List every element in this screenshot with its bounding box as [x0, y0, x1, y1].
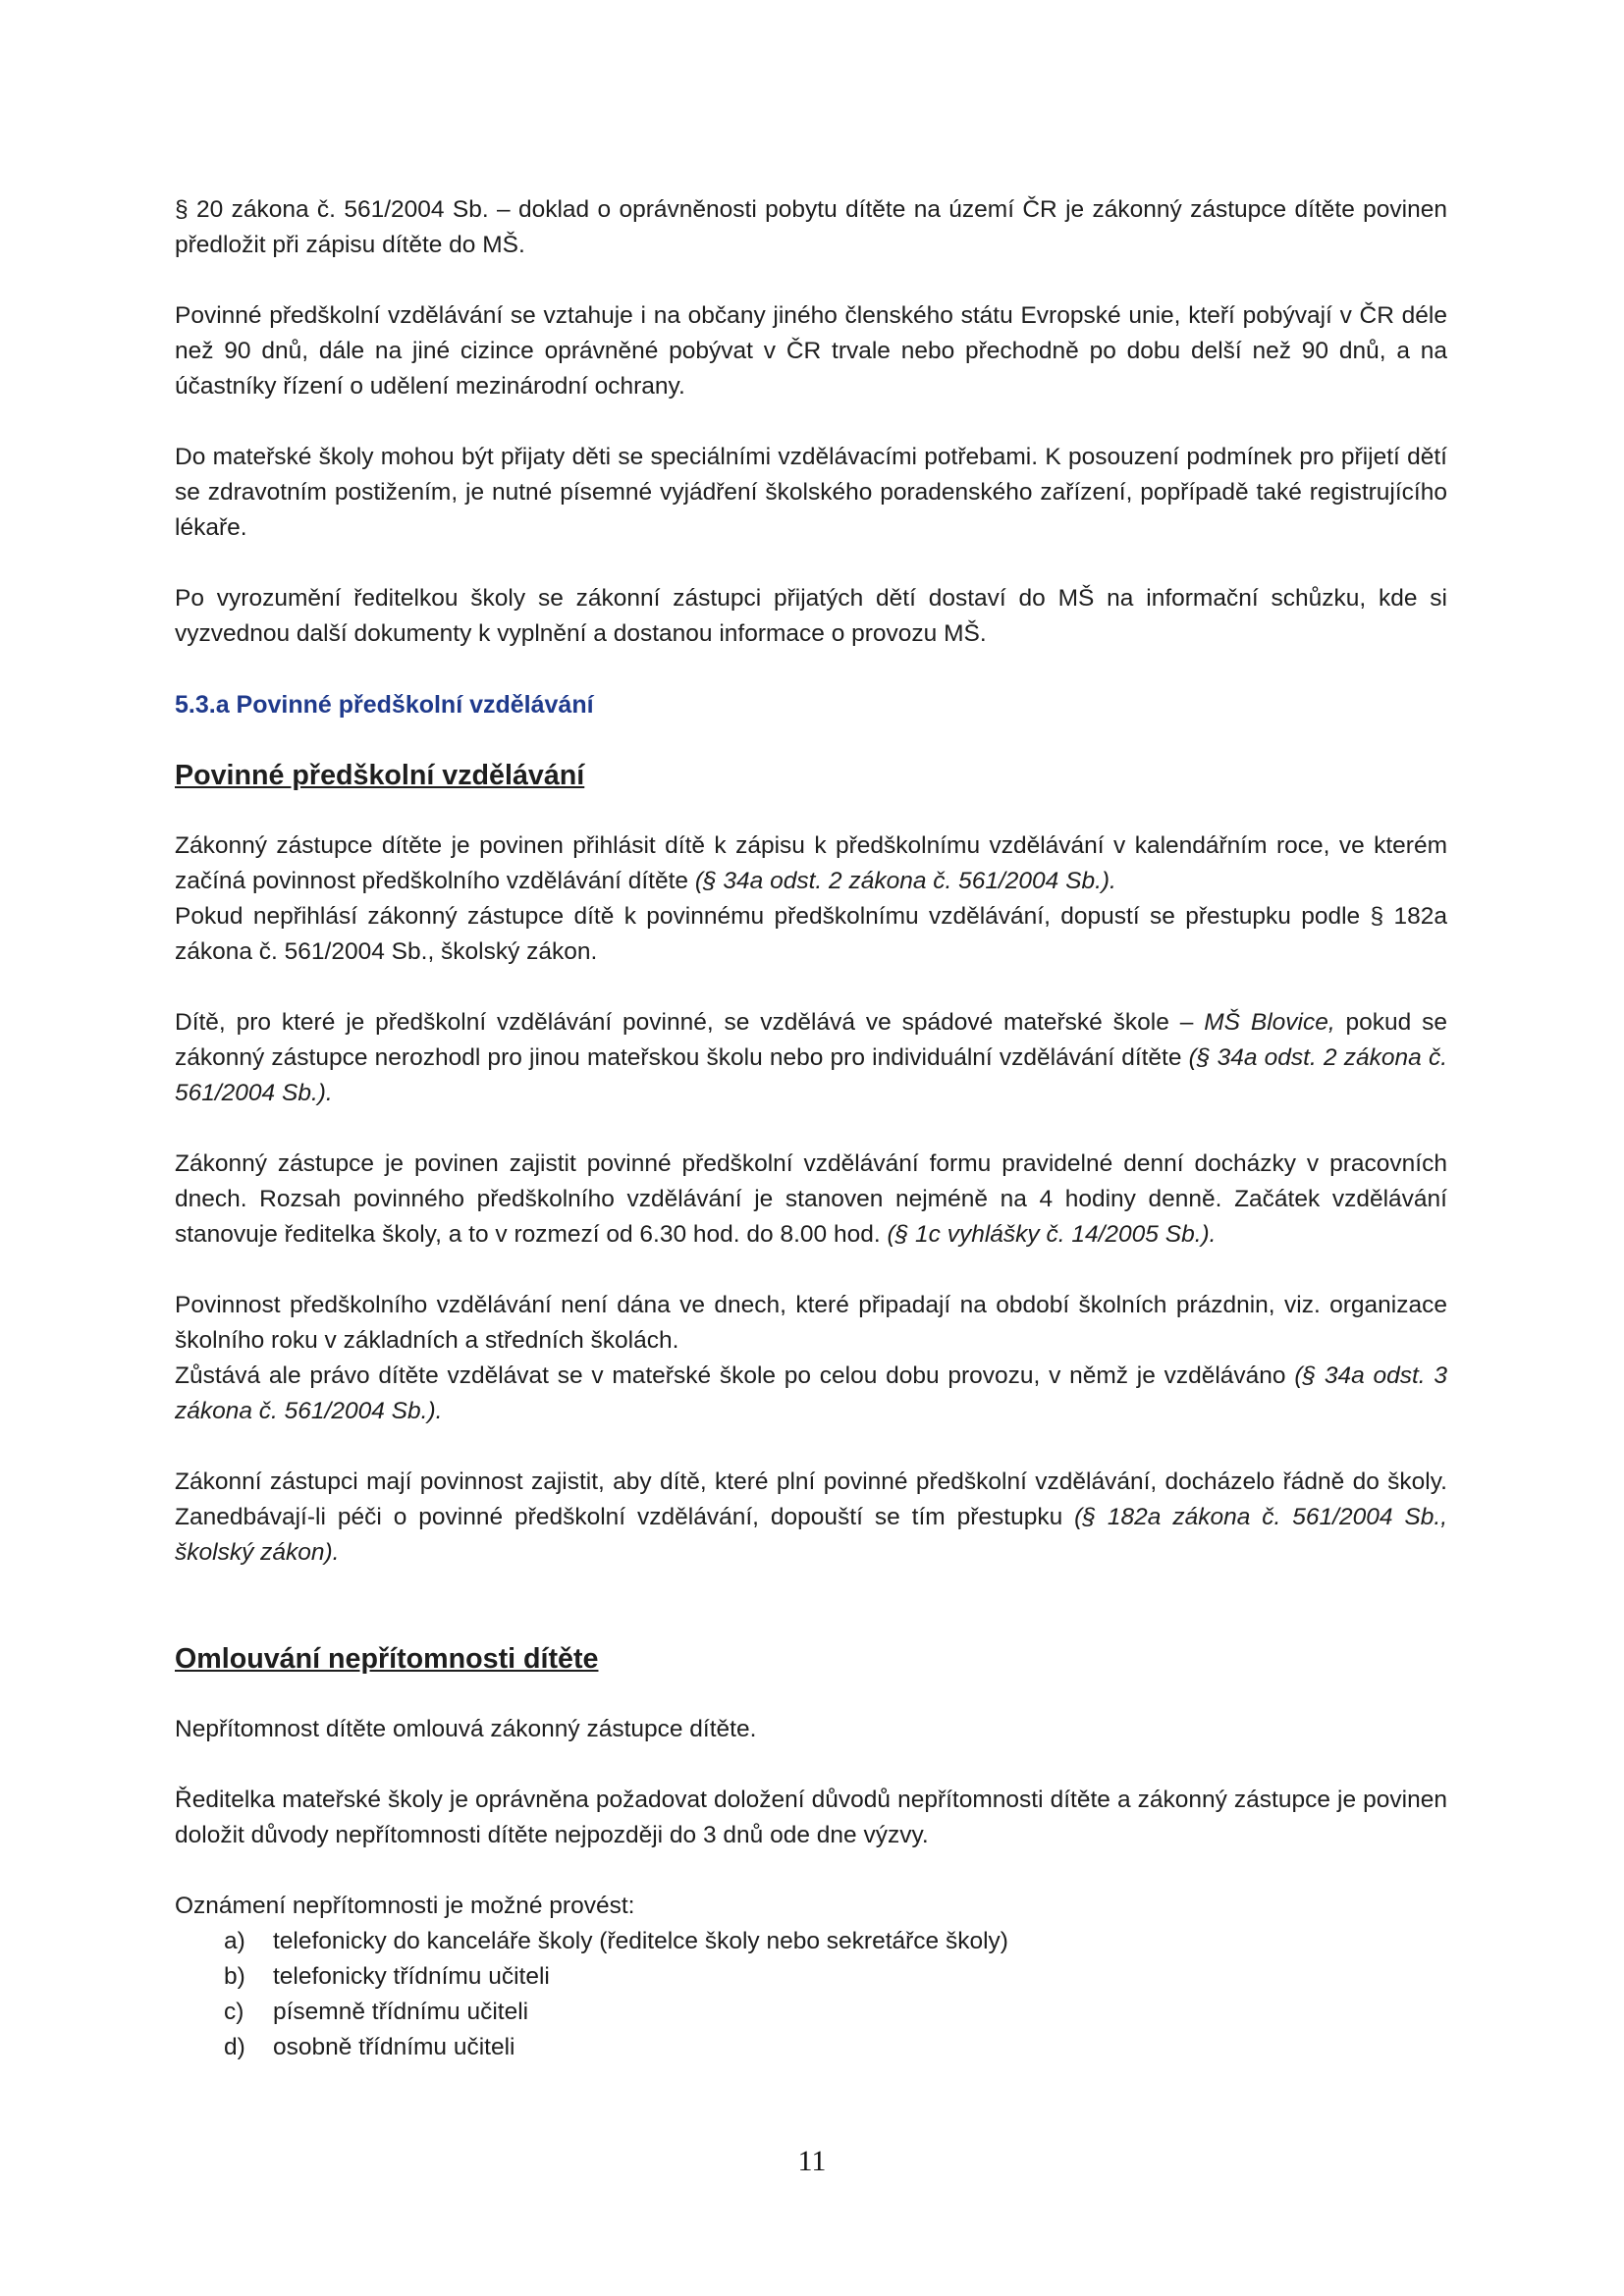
- list-marker: d): [224, 2034, 245, 2060]
- list-item: [175, 1924, 1447, 1959]
- legal-citation: (§ 1c vyhlášky č. 14/2005 Sb.).: [887, 1221, 1217, 1248]
- paragraph-right-to-attend: [175, 1359, 1447, 1429]
- paragraph-absence-notification: Oznámení nepřítomnosti je možné provést:: [175, 1893, 635, 1919]
- paragraph-text: Zákonný zástupce je povinen zajistit povinné předškolní vzdělávání formu pravidelné denní docházky v pracovních dnech. Rozsah povinného předškolního vzdělávání je stanoven nejméně na 4 hodiny denně. Začátek vzdělávání stanovuje ředitelka školy, a to v rozmezí od 6.30 hod. do 8.00 hod.: [175, 1150, 1447, 1248]
- paragraph-enrollment-duty: [175, 828, 1447, 899]
- list-item: [175, 1959, 1447, 1995]
- paragraph-holidays: Povinnost předškolního vzdělávání není dána ve dnech, které připadají na období školních prázdnin, viz. organizace školního roku v základních a středních školách.: [175, 1292, 1447, 1354]
- absence-options-list: [175, 1924, 1447, 2065]
- paragraph-parent-duty: [175, 1465, 1447, 1571]
- school-name: MŠ Blovice,: [1204, 1009, 1335, 1036]
- paragraph-absence-proof: Ředitelka mateřské školy je oprávněna požadovat doložení důvodů nepřítomnosti dítěte a zákonný zástupce je povinen doložit důvody nepřítomnosti dítěte nejpozději do 3 dnů ode dne výzvy.: [175, 1787, 1447, 1848]
- legal-citation: (§ 34a odst. 2 zákona č. 561/2004 Sb.).: [694, 868, 1116, 894]
- list-item-text: písemně třídnímu učiteli: [273, 1999, 529, 2025]
- paragraph-offence: Pokud nepřihlásí zákonný zástupce dítě k povinnému předškolnímu vzdělávání, dopustí se přestupku podle § 182a zákona č. 561/2004 Sb., školský zákon.: [175, 903, 1447, 965]
- section-heading: 5.3.a Povinné předškolní vzdělávání: [175, 691, 594, 719]
- paragraph-eu-citizens: Povinné předškolní vzdělávání se vztahuje i na občany jiného členského státu Evropské unie, kteří pobývají v ČR déle než 90 dnů, dále na jiné cizince oprávněné pobývat v ČR trvale nebo přechodně po dobu delší než 90 dnů, a na účastníky řízení o udělení mezinárodní ochrany.: [175, 302, 1447, 400]
- list-marker: a): [224, 1928, 245, 1954]
- paragraph-catchment-school: [175, 1005, 1447, 1111]
- paragraph-info-meeting: Po vyrozumění ředitelkou školy se zákonní zástupci přijatých dětí dostaví do MŠ na informační schůzku, kde si vyzvednou další dokumenty k vyplnění a dostanou informace o provozu MŠ.: [175, 585, 1447, 647]
- list-marker: c): [224, 1999, 244, 2025]
- list-item-text: osobně třídnímu učiteli: [273, 2034, 515, 2060]
- paragraph-residence-proof: § 20 zákona č. 561/2004 Sb. – doklad o oprávněnosti pobytu dítěte na území ČR je zákonný zástupce dítěte povinen předložit při zápisu dítěte do MŠ.: [175, 196, 1447, 258]
- list-item: [175, 1995, 1447, 2030]
- subheading-absence: Omlouvání nepřítomnosti dítěte: [175, 1643, 599, 1675]
- page-content: [175, 192, 1447, 2065]
- list-item-text: telefonicky do kanceláře školy (ředitelce školy nebo sekretářce školy): [273, 1928, 1008, 1954]
- paragraph-text: pokud se zákonný zástupce nerozhodl pro jinou mateřskou školu nebo pro individuální vzdělávání dítěte: [175, 1009, 1447, 1071]
- paragraph-special-needs: Do mateřské školy mohou být přijaty děti se speciálními vzdělávacími potřebami. K posouzení podmínek pro přijetí dětí se zdravotním postižením, je nutné písemné vyjádření školského poradenského zařízení, popřípadě také registrujícího lékaře.: [175, 444, 1447, 541]
- paragraph-absence-excuse: Nepřítomnost dítěte omlouvá zákonný zástupce dítěte.: [175, 1716, 757, 1742]
- list-item: [175, 2030, 1447, 2065]
- paragraph-text: Zákonní zástupci mají povinnost zajistit, aby dítě, které plní povinné předškolní vzdělávání, docházelo řádně do školy. Zanedbávají-li péči o povinné předškolní vzdělávání, dopouští se tím přestupku: [175, 1468, 1447, 1530]
- legal-citation: (§ 34a odst. 3 zákona č. 561/2004 Sb.).: [175, 1362, 1447, 1424]
- paragraph-attendance: [175, 1147, 1447, 1253]
- page-number: 11: [797, 2145, 827, 2177]
- legal-citation: (§ 182a zákona č. 561/2004 Sb., školský zákon).: [175, 1504, 1447, 1566]
- paragraph-text: Zákonný zástupce dítěte je povinen přihlásit dítě k zápisu k předškolnímu vzdělávání v kalendářním roce, ve kterém začíná povinnost předškolního vzdělávání dítěte: [175, 832, 1447, 894]
- paragraph-text: Dítě, pro které je předškolní vzdělávání povinné, se vzdělává ve spádové mateřské škole –: [175, 1009, 1205, 1036]
- subheading-compulsory-education: Povinné předškolní vzdělávání: [175, 760, 585, 791]
- list-marker: b): [224, 1963, 245, 1990]
- list-item-text: telefonicky třídnímu učiteli: [273, 1963, 550, 1990]
- legal-citation: (§ 34a odst. 2 zákona č. 561/2004 Sb.).: [175, 1044, 1447, 1106]
- paragraph-text: Zůstává ale právo dítěte vzdělávat se v mateřské škole po celou dobu provozu, v němž je vzděláváno: [175, 1362, 1295, 1389]
